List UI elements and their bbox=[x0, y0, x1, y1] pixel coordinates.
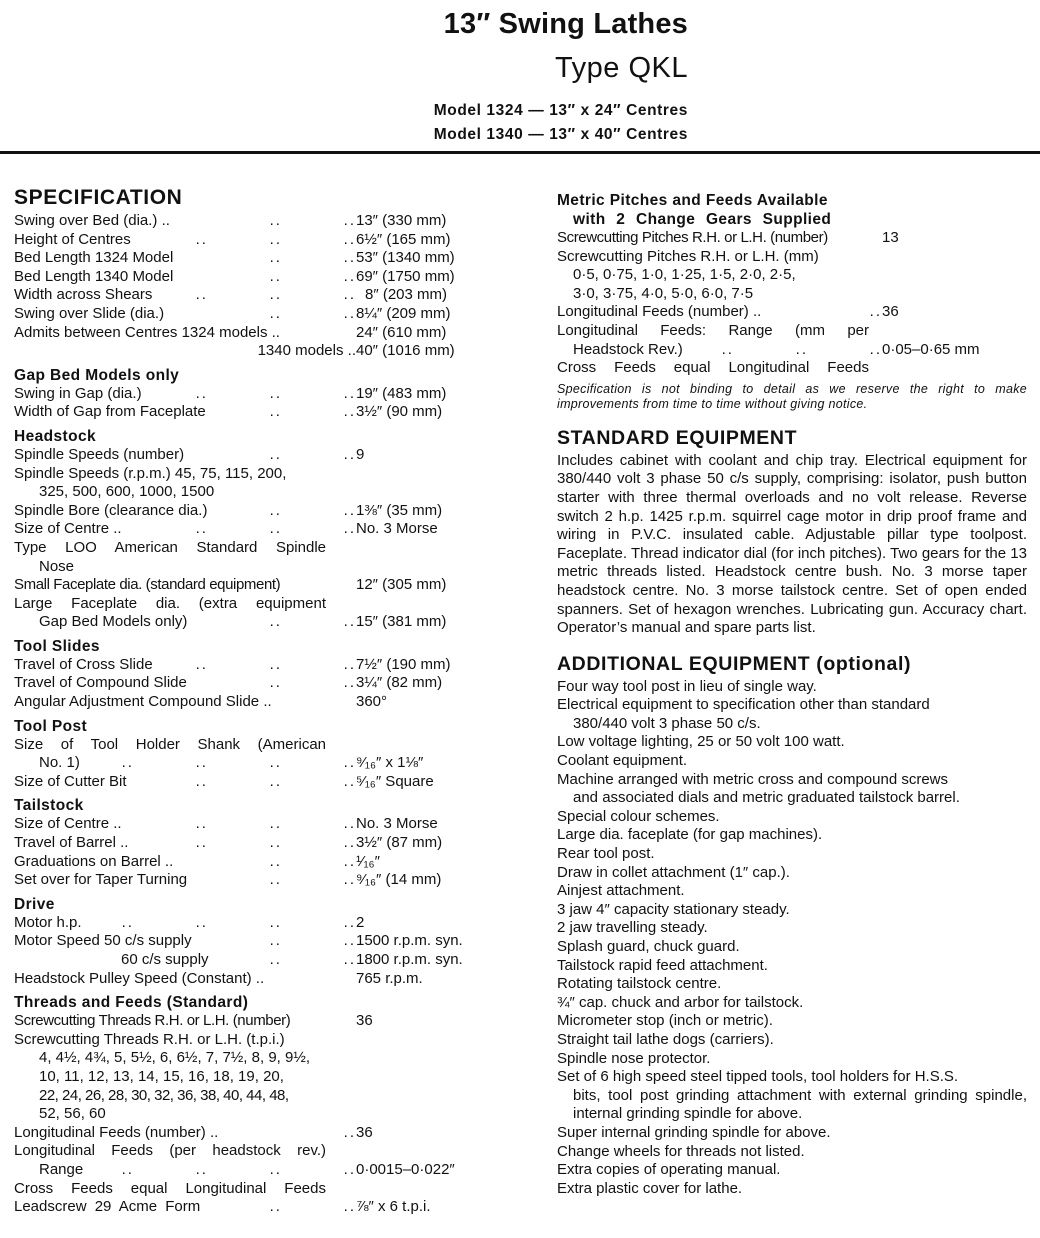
leader-dots: .. .. .. bbox=[195, 772, 356, 790]
disclaimer-notice: Specification is not binding to detail as we reserve the right to make improvements from time to time without giving notice. bbox=[557, 381, 1027, 411]
spec-row bbox=[14, 656, 494, 675]
additional-equipment-title-text: ADDITIONAL EQUIPMENT bbox=[557, 652, 811, 675]
spec-value: 1⅜″ (35 mm) bbox=[356, 501, 443, 519]
leader-dots: .. .. bbox=[269, 951, 356, 968]
spec-row bbox=[14, 576, 494, 595]
leader-dots: .. .. .. .. bbox=[121, 913, 356, 931]
spec-value: 3½″ (87 mm) bbox=[356, 834, 443, 852]
metric-heading: Metric Pitches and Feeds Available bbox=[557, 192, 828, 209]
metric-pitch-mm-label: Screwcutting Pitches R.H. or L.H. (mm) bbox=[557, 247, 819, 265]
additional-equipment-item-text: Extra plastic cover for lathe. bbox=[557, 1179, 743, 1197]
spec-row bbox=[14, 268, 494, 287]
leader-dots: .. .. bbox=[269, 212, 356, 229]
additional-equipment-item bbox=[557, 938, 1027, 957]
metric-row bbox=[557, 341, 1027, 360]
spec-row bbox=[14, 674, 494, 693]
spec-value: 8¼″ (209 mm) bbox=[356, 304, 451, 322]
leader-dots: .. .. bbox=[269, 403, 356, 421]
leader-dots: .. .. .. bbox=[195, 815, 356, 833]
additional-equipment-item-text: Splash guard, chuck guard. bbox=[557, 938, 740, 955]
additional-equipment-item bbox=[557, 733, 1027, 752]
spindle-speeds-rpm: Spindle Speeds (r.p.m.) 45, 75, 115, 200, bbox=[14, 464, 287, 482]
spec-value: ⁹⁄₁₆″ (14 mm) bbox=[356, 871, 442, 889]
spec-row bbox=[14, 1124, 494, 1143]
leader-dots: .. .. bbox=[269, 932, 356, 950]
spec-row bbox=[14, 502, 494, 521]
spec-label: Size of Cutter Bit .. .. .. bbox=[14, 772, 356, 790]
additional-equipment-item-text: ¾″ cap. chuck and arbor for tailstock. bbox=[557, 993, 804, 1011]
spec-label: Travel of Compound Slide .. .. bbox=[14, 674, 356, 692]
spec-value: 53″ (1340 mm) bbox=[356, 249, 455, 267]
additional-equipment-item bbox=[557, 1031, 1027, 1050]
spindle-nose-type: Type LOO American Standard Spindle bbox=[14, 538, 326, 556]
spec-label: Admits between Centres 1324 models .. bbox=[14, 323, 280, 341]
spec-label: Graduations on Barrel .. .. .. bbox=[14, 852, 356, 870]
metric-range-label: Longitudinal Feeds: Range (mm per bbox=[557, 321, 869, 339]
additional-equipment-item bbox=[557, 678, 1027, 697]
spec-value: 36 bbox=[356, 1012, 373, 1030]
metric-heading-cont: with 2 Change Gears Supplied bbox=[573, 211, 832, 228]
headstock-heading: Headstock bbox=[14, 427, 96, 445]
spec-value: No. 3 Morse bbox=[356, 815, 438, 833]
additional-equipment-item bbox=[557, 1124, 1027, 1143]
spec-label: Width across Shears .. .. .. bbox=[14, 286, 356, 304]
additional-equipment-item-text: Extra copies of operating manual. bbox=[557, 1161, 781, 1179]
spec-row bbox=[14, 613, 494, 632]
spec-row bbox=[14, 1161, 494, 1180]
spec-row bbox=[14, 286, 494, 305]
additional-equipment-item-cont: bits, tool post grinding attachment with external grinding spindle, internal grinding spindle for above. bbox=[573, 1086, 1027, 1123]
additional-equipment-item bbox=[557, 771, 1027, 808]
spec-value: 13″ (330 mm) bbox=[356, 212, 447, 229]
tpi-list-line: 4, 4½, 4¾, 5, 5½, 6, 6½, 7, 7½, 8, 9, 9½, bbox=[39, 1049, 311, 1067]
additional-equipment-item bbox=[557, 1161, 1027, 1180]
spec-label: Size of Centre .. .. .. .. bbox=[14, 815, 356, 833]
additional-equipment-item bbox=[557, 957, 1027, 976]
tpi-label: Screwcutting Threads R.H. or L.H. (t.p.i.) bbox=[14, 1030, 285, 1048]
additional-equipment-item-text: Tailstock rapid feed attachment. bbox=[557, 956, 768, 974]
metric-label: Headstock Rev.) .. .. .. bbox=[573, 340, 882, 358]
additional-equipment-item-cont: 380/440 volt 3 phase 50 c/s. bbox=[573, 714, 761, 732]
additional-equipment-item-text: 3 jaw 4″ capacity stationary steady. bbox=[557, 900, 790, 918]
spec-value: 7½″ (190 mm) bbox=[356, 655, 451, 673]
additional-equipment-item bbox=[557, 882, 1027, 901]
leader-dots: .. .. .. bbox=[195, 286, 356, 304]
additional-equipment-item bbox=[557, 975, 1027, 994]
metric-row bbox=[557, 303, 1027, 322]
additional-equipment-item bbox=[557, 864, 1027, 883]
right-column bbox=[557, 191, 1027, 1198]
section-spacer bbox=[557, 638, 1027, 652]
metric-pitch-list-line: 3·0, 3·75, 4·0, 5·0, 6·0, 7·5 bbox=[573, 284, 754, 302]
additional-equipment-item-text: Four way tool post in lieu of single way. bbox=[557, 677, 817, 695]
spec-label: Height of Centres .. .. .. bbox=[14, 230, 356, 248]
additional-equipment-item-text: 2 jaw travelling steady. bbox=[557, 919, 708, 937]
spec-value: ⁹⁄₁₆″ x 1⅛″ bbox=[356, 754, 424, 772]
spec-row bbox=[14, 385, 494, 404]
leader-dots: .. .. bbox=[269, 1198, 356, 1216]
additional-equipment-item bbox=[557, 696, 1027, 733]
spec-value: 3½″ (90 mm) bbox=[356, 403, 443, 421]
tool-holder-shank-label: Size of Tool Holder Shank (American bbox=[14, 735, 326, 753]
leader-dots: .. .. .. .. bbox=[121, 1160, 356, 1178]
spec-value: 24″ (610 mm) bbox=[356, 323, 447, 341]
metric-pitch-list-line: 0·5, 0·75, 1·0, 1·25, 1·5, 2·0, 2·5, bbox=[573, 266, 796, 284]
tool-slides-heading: Tool Slides bbox=[14, 637, 100, 655]
spec-row bbox=[14, 231, 494, 250]
leader-dots: .. .. .. bbox=[195, 384, 356, 402]
metric-value: 36 bbox=[882, 303, 899, 321]
additional-equipment-item-text: Rear tool post. bbox=[557, 845, 655, 863]
model-line-1340: Model 1340 — 13″ x 40″ Centres bbox=[433, 126, 688, 143]
leader-dots: .. .. bbox=[269, 613, 356, 631]
additional-equipment-title-suffix: (optional) bbox=[816, 652, 912, 675]
spec-label: Gap Bed Models only) .. .. bbox=[39, 613, 356, 631]
additional-equipment-item-text: Straight tail lathe dogs (carriers). bbox=[557, 1030, 774, 1048]
specification-column bbox=[14, 186, 494, 1217]
cross-feeds-note: Cross Feeds equal Longitudinal Feeds bbox=[14, 1179, 326, 1197]
document-header bbox=[0, 0, 1040, 160]
leader-dots: .. bbox=[343, 1123, 356, 1141]
spec-label: Angular Adjustment Compound Slide .. bbox=[14, 693, 272, 711]
spec-value: 40″ (1016 mm) bbox=[356, 342, 455, 360]
additional-equipment-item-text: Spindle nose protector. bbox=[557, 1049, 711, 1067]
spec-label: 1340 models .. bbox=[257, 342, 356, 360]
standard-equipment-text: Includes cabinet with coolant and chip tray. Electrical equipment for 380/440 volt 3 phase 50 c/s supply, comprising: isolator, push button starter with three thermal overloads and no volt release. Reverse switch 2 h.p. 1425 r.p.m. squirrel cage motor in drip proof frame and wiring in P.V.C. insulated cable. Adjustable pillar type toolpost. Faceplate. Thread indicator dial (for inch pitches). Two gears for the 13 metric threads listed. Headstock centre bush. No. 3 morse taper headstock centre. No. 3 morse tailstock centre. Set of open ended spanners. Set of hexagon wrenches. Lubricating gun. Accuracy chart. Operator’s manual and spare parts list. bbox=[557, 451, 1027, 637]
additional-equipment-item-text: Special colour schemes. bbox=[557, 807, 720, 825]
additional-equipment-item bbox=[557, 808, 1027, 827]
leader-dots: .. .. .. .. bbox=[121, 754, 356, 772]
leader-dots: .. .. .. bbox=[195, 230, 356, 248]
leader-dots: .. .. bbox=[269, 267, 356, 285]
spec-label: Travel of Cross Slide .. .. .. bbox=[14, 655, 356, 673]
spindle-speeds-rpm-cont: 325, 500, 600, 1000, 1500 bbox=[39, 483, 215, 501]
additional-equipment-item bbox=[557, 1050, 1027, 1069]
spec-label: Swing in Gap (dia.) .. .. .. bbox=[14, 384, 356, 402]
leader-dots: .. bbox=[869, 303, 882, 321]
spec-row bbox=[14, 951, 494, 970]
additional-equipment-item-text: Electrical equipment to specification other than standard bbox=[557, 696, 930, 714]
spec-value: 765 r.p.m. bbox=[356, 969, 423, 987]
tpi-list-line: 10, 11, 12, 13, 14, 15, 16, 18, 19, 20, bbox=[39, 1067, 284, 1085]
spec-row bbox=[14, 853, 494, 872]
page-title: 13″ Swing Lathes bbox=[443, 8, 688, 40]
spec-value: 69″ (1750 mm) bbox=[356, 267, 455, 285]
additional-equipment-item bbox=[557, 1068, 1027, 1124]
additional-equipment-item-text: Coolant equipment. bbox=[557, 752, 688, 770]
spec-label: Travel of Barrel .. .. .. .. bbox=[14, 834, 356, 852]
leader-dots: .. .. bbox=[269, 249, 356, 267]
leader-dots: .. .. bbox=[269, 445, 356, 463]
spec-label: Set over for Taper Turning .. .. bbox=[14, 871, 356, 889]
additional-equipment-item bbox=[557, 994, 1027, 1013]
spec-row bbox=[14, 932, 494, 951]
spec-value: 1500 r.p.m. syn. bbox=[356, 932, 463, 950]
spec-value: 36 bbox=[356, 1123, 373, 1141]
tool-post-heading: Tool Post bbox=[14, 717, 88, 735]
spec-value: 8″ (203 mm) bbox=[365, 286, 447, 304]
spec-label: Screwcutting Threads R.H. or L.H. (number) bbox=[14, 1012, 291, 1030]
spec-row bbox=[14, 324, 494, 343]
spec-label: 60 c/s supply .. .. bbox=[121, 951, 356, 968]
spec-label: Motor Speed 50 c/s supply .. .. bbox=[14, 932, 356, 950]
leader-dots: .. .. bbox=[269, 501, 356, 519]
threads-feeds-heading: Threads and Feeds (Standard) bbox=[14, 994, 249, 1012]
additional-equipment-item-text: Ainjest attachment. bbox=[557, 882, 685, 900]
spec-value: 6½″ (165 mm) bbox=[356, 230, 451, 248]
model-line-1324: Model 1324 — 13″ x 24″ Centres bbox=[433, 102, 688, 119]
general-spec-list bbox=[14, 212, 494, 361]
spec-row bbox=[14, 754, 494, 773]
additional-equipment-item-text: Change wheels for threads not listed. bbox=[557, 1142, 805, 1160]
spec-value: No. 3 Morse bbox=[356, 520, 438, 538]
page-subtitle: Type QKL bbox=[555, 52, 688, 84]
leader-dots: .. .. .. bbox=[195, 834, 356, 852]
additional-equipment-item bbox=[557, 1180, 1027, 1199]
spec-label: No. 1) .. .. .. .. bbox=[39, 754, 356, 772]
spec-label: Bed Length 1324 Model .. .. bbox=[14, 249, 356, 267]
additional-equipment-list bbox=[557, 678, 1027, 1199]
spec-label: Bed Length 1340 Model .. .. bbox=[14, 267, 356, 285]
metric-value: 0·05–0·65 mm bbox=[882, 340, 980, 358]
specification-title: SPECIFICATION bbox=[14, 186, 183, 209]
spec-value: 15″ (381 mm) bbox=[356, 613, 447, 631]
additional-equipment-item bbox=[557, 901, 1027, 920]
leader-dots: .. .. .. bbox=[195, 520, 356, 538]
spindle-nose-type-cont: Nose bbox=[39, 557, 75, 575]
spec-label: Motor h.p. .. .. .. .. bbox=[14, 913, 356, 931]
spec-row bbox=[14, 970, 494, 989]
additional-equipment-item-text: Low voltage lighting, 25 or 50 volt 100 watt. bbox=[557, 733, 845, 751]
spec-label: Width of Gap from Faceplate .. .. bbox=[14, 403, 356, 421]
spec-label: Headstock Pulley Speed (Constant) .. bbox=[14, 969, 265, 987]
additional-equipment-item-cont: and associated dials and metric graduated tailstock barrel. bbox=[573, 789, 960, 807]
spec-value: ¹⁄₁₆″ bbox=[356, 852, 380, 870]
spec-row bbox=[14, 342, 494, 361]
spec-row bbox=[14, 871, 494, 890]
spec-label: Range .. .. .. .. bbox=[39, 1160, 356, 1178]
additional-equipment-item bbox=[557, 752, 1027, 771]
gap-bed-heading: Gap Bed Models only bbox=[14, 366, 180, 384]
spec-label: Size of Centre .. .. .. .. bbox=[14, 520, 356, 538]
spec-value: 2 bbox=[356, 913, 365, 931]
section-spacer bbox=[557, 412, 1027, 426]
additional-equipment-item bbox=[557, 845, 1027, 864]
spec-value: ⁵⁄₁₆″ Square bbox=[356, 772, 434, 790]
additional-equipment-item-text: Set of 6 high speed steel tipped tools, tool holders for H.S.S. bbox=[557, 1068, 959, 1086]
header-divider bbox=[0, 151, 1040, 154]
spec-row bbox=[14, 1198, 494, 1217]
spec-row bbox=[14, 305, 494, 324]
spec-value: 0·0015–0·022″ bbox=[356, 1160, 455, 1178]
drive-heading: Drive bbox=[14, 895, 55, 913]
spec-label: Leadscrew 29 Acme Form .. .. bbox=[14, 1198, 356, 1216]
spec-label: Small Faceplate dia. (standard equipment) bbox=[14, 576, 281, 594]
spec-label: Longitudinal Feeds (number) .. .. bbox=[14, 1123, 356, 1141]
spec-row bbox=[14, 1012, 494, 1031]
long-feeds-per-rev-label: Longitudinal Feeds (per headstock rev.) bbox=[14, 1142, 326, 1160]
metric-label: Screwcutting Pitches R.H. or L.H. (number) bbox=[557, 229, 828, 246]
spec-row bbox=[14, 403, 494, 422]
additional-equipment-title bbox=[557, 652, 1027, 676]
additional-equipment-item-text: Rotating tailstock centre. bbox=[557, 975, 722, 993]
tpi-list-line: 52, 56, 60 bbox=[39, 1105, 106, 1123]
additional-equipment-item bbox=[557, 1012, 1027, 1031]
metric-row bbox=[557, 229, 1027, 248]
leader-dots: .. .. .. bbox=[195, 655, 356, 673]
additional-equipment-item bbox=[557, 1143, 1027, 1162]
leader-dots: .. .. bbox=[269, 871, 356, 889]
spec-value: 1800 r.p.m. syn. bbox=[356, 951, 463, 968]
spec-value: 19″ (483 mm) bbox=[356, 384, 447, 402]
tailstock-heading: Tailstock bbox=[14, 797, 84, 815]
spec-row bbox=[14, 446, 494, 465]
large-faceplate-label: Large Faceplate dia. (extra equipment bbox=[14, 594, 326, 612]
spec-label: Swing over Slide (dia.) .. .. bbox=[14, 304, 356, 322]
tpi-list-line: 22, 24, 26, 28, 30, 32, 36, 38, 40, 44, 48, bbox=[39, 1086, 289, 1104]
leader-dots: .. .. .. bbox=[721, 340, 882, 358]
spec-value: 3¼″ (82 mm) bbox=[356, 674, 443, 692]
leader-dots: .. .. bbox=[269, 304, 356, 322]
spec-row bbox=[14, 773, 494, 792]
leader-dots: .. .. bbox=[269, 674, 356, 692]
additional-equipment-item-text: Super internal grinding spindle for above. bbox=[557, 1123, 831, 1141]
additional-equipment-item-text: Large dia. faceplate (for gap machines). bbox=[557, 826, 823, 844]
metric-cross-feeds-note: Cross Feeds equal Longitudinal Feeds bbox=[557, 359, 869, 377]
spec-row bbox=[14, 249, 494, 268]
spec-value: 360° bbox=[356, 693, 388, 711]
spec-value: ⅞″ x 6 t.p.i. bbox=[356, 1198, 431, 1216]
additional-equipment-item bbox=[557, 919, 1027, 938]
spec-row bbox=[14, 212, 494, 231]
spec-row bbox=[14, 815, 494, 834]
spec-value: 9 bbox=[356, 445, 365, 463]
spec-label: Spindle Speeds (number) .. .. bbox=[14, 445, 356, 463]
additional-equipment-item-text: Machine arranged with metric cross and compound screws bbox=[557, 770, 949, 788]
additional-equipment-item bbox=[557, 826, 1027, 845]
spec-row bbox=[14, 834, 494, 853]
additional-equipment-item-text: Draw in collet attachment (1″ cap.). bbox=[557, 863, 790, 881]
additional-equipment-item-text: Micrometer stop (inch or metric). bbox=[557, 1012, 773, 1030]
spec-row bbox=[14, 914, 494, 933]
spec-row bbox=[14, 693, 494, 712]
spec-label: Spindle Bore (clearance dia.) .. .. bbox=[14, 501, 356, 519]
metric-value: 13 bbox=[882, 229, 899, 246]
standard-equipment-title: STANDARD EQUIPMENT bbox=[557, 426, 798, 449]
spec-row bbox=[14, 520, 494, 539]
spec-label: Swing over Bed (dia.) .. .. .. bbox=[14, 212, 356, 229]
spec-value: 12″ (305 mm) bbox=[356, 576, 447, 594]
leader-dots: .. .. bbox=[269, 852, 356, 870]
metric-label: Longitudinal Feeds (number) .. .. bbox=[557, 303, 882, 321]
